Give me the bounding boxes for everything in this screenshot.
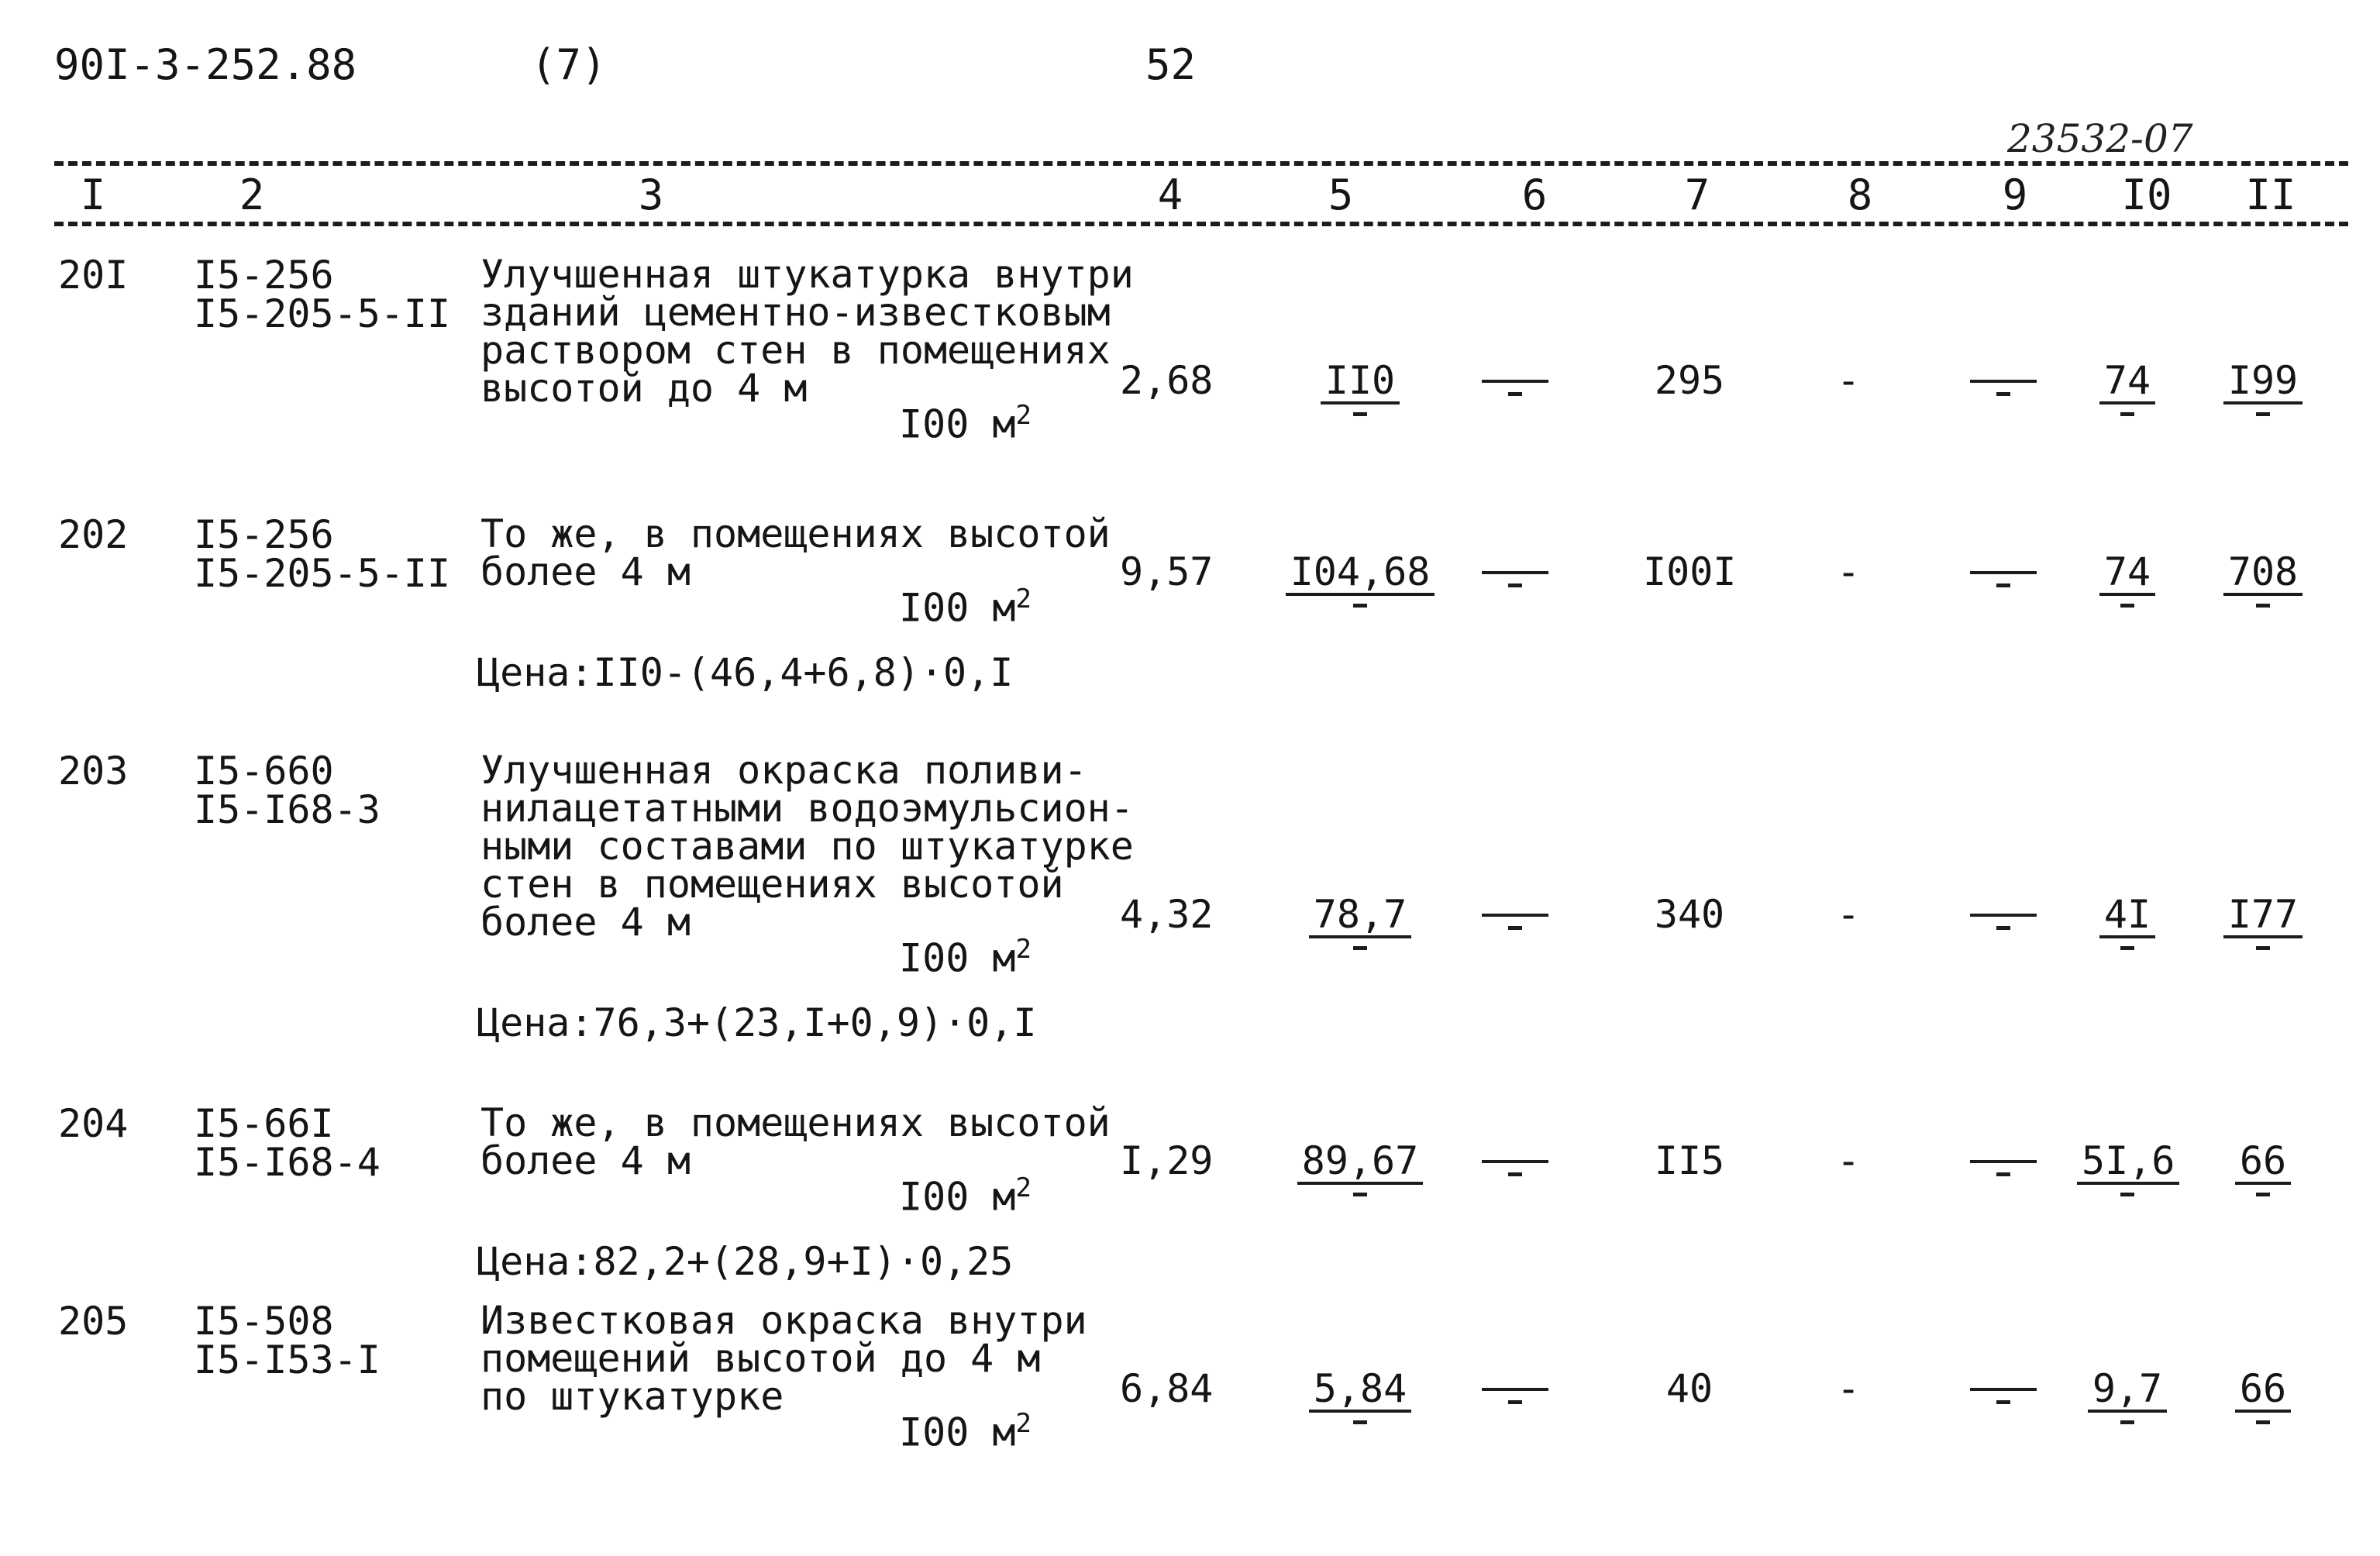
- minus-mark: [2120, 1420, 2134, 1424]
- column-11-number: 708: [2223, 553, 2303, 596]
- column-number: 4: [1157, 170, 1183, 219]
- column-9-empty-fraction: [1957, 336, 2050, 396]
- quantity: 6,84: [1120, 1366, 1214, 1411]
- norm-code: I5-256: [194, 253, 334, 298]
- unit-of-measure: [899, 400, 1032, 447]
- minus-mark: [1996, 392, 2010, 396]
- norm-code: I5-I53-I: [194, 1337, 381, 1382]
- minus-mark: [2256, 604, 2270, 608]
- column-11-value: [2216, 358, 2309, 416]
- column-number: II: [2245, 170, 2296, 219]
- norm-code: I5-508: [194, 1299, 334, 1344]
- work-description-line: высотой до 4 м: [480, 366, 808, 411]
- column-11-number: I99: [2223, 361, 2303, 404]
- column-10-value: [2077, 358, 2178, 416]
- norm-code: I5-660: [194, 749, 334, 793]
- column-10-number: 74: [2099, 361, 2155, 404]
- unit-exponent: 2: [1015, 584, 1032, 614]
- minus-mark: [2256, 946, 2270, 950]
- row-number: 20I: [58, 253, 129, 298]
- work-description-line: ными составами по штукатурке: [480, 824, 1134, 869]
- column-11-value: [2216, 1366, 2309, 1424]
- quantity: 9,57: [1120, 549, 1214, 594]
- quantity: I,29: [1120, 1138, 1214, 1183]
- column-8-dash: -: [1836, 1366, 1861, 1411]
- total-cost: I00I: [1643, 549, 1737, 594]
- minus-mark: [1508, 1172, 1522, 1176]
- row-number: 203: [58, 749, 129, 793]
- fraction-bar: [1970, 571, 2037, 574]
- price-formula: Цена:II0-(46,4+6,8)·0,I: [477, 650, 1014, 695]
- norm-code: I5-256: [194, 512, 334, 557]
- column-10-number: 5I,6: [2077, 1141, 2179, 1185]
- column-number: I0: [2121, 170, 2172, 219]
- column-11-value: [2216, 549, 2309, 608]
- work-description-line: помещений высотой до 4 м: [480, 1336, 1041, 1381]
- fraction-bar: [1482, 914, 1548, 917]
- minus-mark: [1353, 412, 1367, 416]
- column-number: 7: [1684, 170, 1710, 219]
- unit-label: I00 м: [899, 1410, 1016, 1455]
- work-description-line: Улучшенная окраска поливи-: [480, 748, 1087, 793]
- total-cost: 340: [1654, 892, 1725, 937]
- unit-exponent: 2: [1015, 1172, 1032, 1203]
- work-description-line: более 4 м: [480, 900, 691, 945]
- unit-cost-number: 5,84: [1309, 1369, 1411, 1413]
- column-10-value: [2077, 1366, 2178, 1424]
- column-11-number: 66: [2235, 1369, 2291, 1413]
- column-6-empty-fraction: [1469, 528, 1562, 587]
- column-number: 6: [1521, 170, 1548, 219]
- unit-cost-value: [1283, 358, 1438, 416]
- column-8-dash: -: [1836, 892, 1861, 937]
- norm-code: I5-66I: [194, 1101, 334, 1146]
- work-description-line: зданий цементно-известковым: [480, 290, 1111, 335]
- sheet-number: (7): [531, 40, 607, 89]
- work-description-line: стен в помещениях высотой: [480, 862, 1064, 907]
- minus-mark: [1508, 926, 1522, 930]
- unit-exponent: 2: [1015, 1408, 1032, 1439]
- archive-stamp: 23532-07: [2007, 116, 2193, 161]
- column-8-dash: -: [1836, 1138, 1861, 1183]
- fraction-bar: [1482, 571, 1548, 574]
- unit-cost-value: [1283, 1366, 1438, 1424]
- quantity: 4,32: [1120, 892, 1214, 937]
- price-formula: Цена:76,3+(23,I+0,9)·0,I: [477, 1000, 1037, 1045]
- norm-code: I5-205-5-II: [194, 291, 451, 336]
- column-number: 3: [638, 170, 664, 219]
- minus-mark: [1996, 1400, 2010, 1404]
- minus-mark: [1353, 946, 1367, 950]
- quantity: 2,68: [1120, 358, 1214, 403]
- column-number: 5: [1328, 170, 1354, 219]
- minus-mark: [1996, 1172, 2010, 1176]
- column-10-number: 4I: [2099, 895, 2155, 938]
- total-cost: 295: [1654, 358, 1725, 403]
- column-6-empty-fraction: [1469, 870, 1562, 930]
- row-number: 204: [58, 1101, 129, 1146]
- minus-mark: [1508, 392, 1522, 396]
- minus-mark: [1996, 926, 2010, 930]
- column-9-empty-fraction: [1957, 1344, 2050, 1404]
- column-10-number: 74: [2099, 553, 2155, 596]
- column-11-number: I77: [2223, 895, 2303, 938]
- minus-mark: [1353, 604, 1367, 608]
- column-6-empty-fraction: [1469, 336, 1562, 396]
- row-number: 202: [58, 512, 129, 557]
- header-bottom-rule: [54, 222, 2348, 226]
- unit-cost-number: 89,67: [1297, 1141, 1424, 1185]
- norm-code: I5-I68-4: [194, 1140, 381, 1185]
- column-10-value: [2077, 549, 2178, 608]
- minus-mark: [2256, 1193, 2270, 1196]
- work-description-line: по штукатурке: [480, 1374, 784, 1419]
- document-code: 90I-3-252.88: [54, 40, 357, 89]
- minus-mark: [1353, 1420, 1367, 1424]
- work-description-line: раствором стен в помещениях: [480, 328, 1111, 373]
- column-number: 2: [239, 170, 265, 219]
- column-10-number: 9,7: [2088, 1369, 2167, 1413]
- unit-of-measure: [899, 584, 1032, 631]
- unit-cost-number: II0: [1321, 361, 1400, 404]
- column-9-empty-fraction: [1957, 528, 2050, 587]
- fraction-bar: [1970, 1388, 2037, 1391]
- minus-mark: [2120, 1193, 2134, 1196]
- column-6-empty-fraction: [1469, 1117, 1562, 1176]
- work-description-line: То же, в помещениях высотой: [480, 1100, 1111, 1145]
- unit-of-measure: [899, 1408, 1032, 1455]
- work-description-line: Известковая окраска внутри: [480, 1298, 1087, 1343]
- total-cost: II5: [1654, 1138, 1725, 1183]
- column-10-value: [2077, 892, 2178, 950]
- unit-cost-value: [1283, 549, 1438, 608]
- price-formula: Цена:82,2+(28,9+I)·0,25: [477, 1239, 1014, 1284]
- work-description-line: нилацетатными водоэмульсион-: [480, 786, 1134, 831]
- column-11-value: [2216, 1138, 2309, 1196]
- unit-cost-number: I04,68: [1286, 553, 1435, 596]
- unit-cost-number: 78,7: [1309, 895, 1411, 938]
- norm-code: I5-I68-3: [194, 787, 381, 832]
- unit-label: I00 м: [899, 1174, 1016, 1220]
- norm-code: I5-205-5-II: [194, 551, 451, 596]
- row-number: 205: [58, 1299, 129, 1344]
- fraction-bar: [1970, 380, 2037, 383]
- minus-mark: [2256, 412, 2270, 416]
- unit-label: I00 м: [899, 585, 1016, 631]
- column-8-dash: -: [1836, 549, 1861, 594]
- fraction-bar: [1482, 1160, 1548, 1163]
- fraction-bar: [1970, 914, 2037, 917]
- minus-mark: [1996, 584, 2010, 587]
- work-description-line: более 4 м: [480, 549, 691, 594]
- fraction-bar: [1482, 380, 1548, 383]
- column-6-empty-fraction: [1469, 1344, 1562, 1404]
- fraction-bar: [1482, 1388, 1548, 1391]
- minus-mark: [2120, 946, 2134, 950]
- minus-mark: [2120, 604, 2134, 608]
- unit-exponent: 2: [1015, 400, 1032, 431]
- column-number: I: [80, 170, 106, 219]
- column-10-value: [2077, 1138, 2178, 1196]
- unit-cost-value: [1283, 1138, 1438, 1196]
- unit-cost-value: [1283, 892, 1438, 950]
- column-11-number: 66: [2235, 1141, 2291, 1185]
- unit-of-measure: [899, 1172, 1032, 1220]
- column-number: 9: [2002, 170, 2028, 219]
- page-number: 52: [1145, 40, 1197, 89]
- column-9-empty-fraction: [1957, 1117, 2050, 1176]
- header-top-rule: [54, 161, 2348, 166]
- unit-label: I00 м: [899, 401, 1016, 447]
- work-description-line: более 4 м: [480, 1138, 691, 1183]
- column-11-value: [2216, 892, 2309, 950]
- unit-of-measure: [899, 934, 1032, 981]
- minus-mark: [2120, 412, 2134, 416]
- column-8-dash: -: [1836, 358, 1861, 403]
- minus-mark: [2256, 1420, 2270, 1424]
- minus-mark: [1353, 1193, 1367, 1196]
- column-9-empty-fraction: [1957, 870, 2050, 930]
- minus-mark: [1508, 584, 1522, 587]
- total-cost: 40: [1665, 1366, 1714, 1411]
- unit-exponent: 2: [1015, 934, 1032, 965]
- work-description-line: Улучшенная штукатурка внутри: [480, 252, 1134, 297]
- fraction-bar: [1970, 1160, 2037, 1163]
- unit-label: I00 м: [899, 935, 1016, 981]
- column-number: 8: [1847, 170, 1873, 219]
- minus-mark: [1508, 1400, 1522, 1404]
- work-description-line: То же, в помещениях высотой: [480, 511, 1111, 556]
